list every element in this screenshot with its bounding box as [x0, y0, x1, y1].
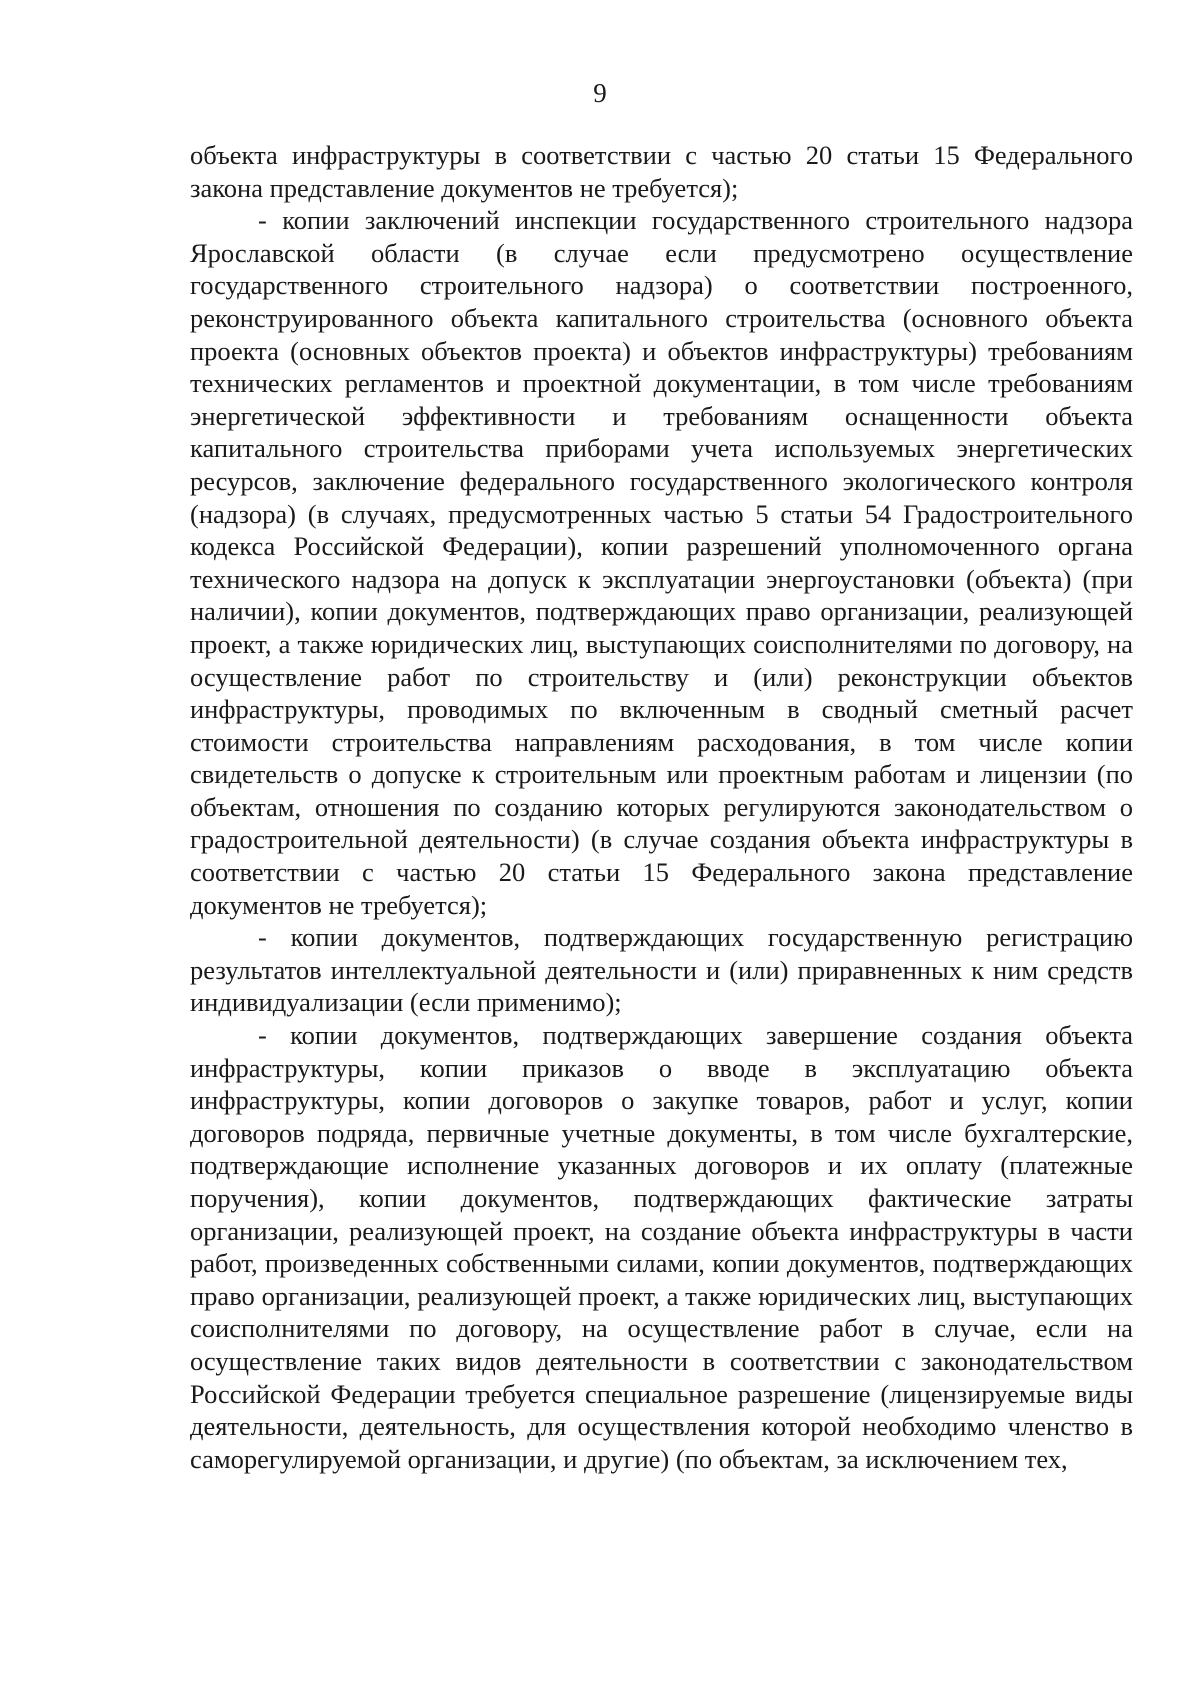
paragraph-ip-registration: - копии документов, подтверждающих государственную регистрацию результатов интеллектуальной деятельности и (или) приравненных к ним средств индивидуализации (если применимо);	[190, 922, 1133, 1018]
paragraph-inspection-conclusions: - копии заключений инспекции государственного строительного надзора Ярославской области (в случае если предусмотрено осуществление государственного строительного надзора) о соответствии построенного, реконструированного объекта капитального строительства (основного объекта проекта (основных объектов проекта) и объектов инфраструктуры) требованиям технических регламентов и проектной документации, в том числе требованиям энергетической эффективности и требованиям оснащенности объекта капитального строительства приборами учета используемых энергетических ресурсов, заключение федерального государственного экологического контроля (надзора) (в случаях, предусмотренных частью 5 статьи 54 Градостроительного кодекса Российской Федерации), копии разрешений уполномоченного органа технического надзора на допуск к эксплуатации энергоустановки (объекта) (при наличии), копии документов, подтверждающих право организации, реализующей проект, а также юридических лиц, выступающих соисполнителями по договору, на осуществление работ по строительству и (или) реконструкции объектов инфраструктуры, проводимых по включенным в сводный сметный расчет стоимости строительства направлениям расходования, в том числе копии свидетельств о допуске к строительным или проектным работам и лицензии (по объектам, отношения по созданию которых регулируются законодательством о градостроительной деятельности) (в случае создания объекта инфраструктуры в соответствии с частью 20 статьи 15 Федерального закона представление документов не требуется);	[190, 205, 1133, 920]
document-body	[190, 139, 1133, 1475]
page-number: 9	[593, 78, 607, 108]
paragraph-continuation: объекта инфраструктуры в соответствии с частью 20 статьи 15 Федерального закона представление документов не требуется);	[190, 140, 1133, 203]
paragraph-completion-documents: - копии документов, подтверждающих завершение создания объекта инфраструктуры, копии приказов о вводе в эксплуатацию объекта инфраструктуры, копии договоров о закупке товаров, работ и услуг, копии договоров подряда, первичные учетные документы, в том числе бухгалтерские, подтверждающие исполнение указанных договоров и их оплату (платежные поручения), копии документов, подтверждающих фактические затраты организации, реализующей проект, на создание объекта инфраструктуры в части работ, произведенных собственными силами, копии документов, подтверждающих право организации, реализующей проект, а также юридических лиц, выступающих соисполнителями по договору, на осуществление работ в случае, если на осуществление таких видов деятельности в соответствии с законодательством Российской Федерации требуется специальное разрешение (лицензируемые виды деятельности, деятельность, для осуществления которой необходимо членство в саморегулируемой организации, и другие) (по объектам, за исключением тех,	[190, 1020, 1133, 1474]
